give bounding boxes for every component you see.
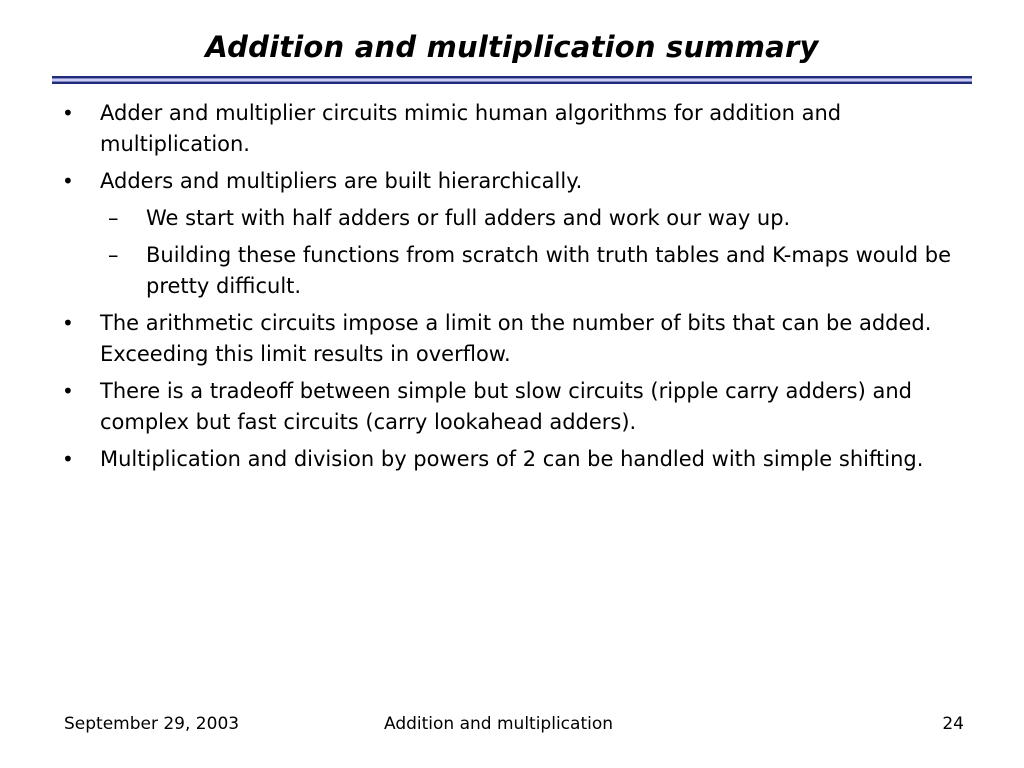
- list-item-text: There is a tradeoff between simple but slow circuits (ripple carry adders) and complex but fast circuits (carry lookahead adders).: [100, 379, 912, 434]
- sub-list-item-text: Building these functions from scratch with truth tables and K-maps would be pretty difficult.: [146, 243, 952, 298]
- sub-list-item-text: We start with half adders or full adders and work our way up.: [146, 206, 791, 230]
- list-item: [62, 308, 972, 370]
- dash-marker: –: [108, 243, 119, 267]
- bullet-marker: •: [62, 379, 74, 403]
- list-item-text: Multiplication and division by powers of 2 can be handled with simple shifting.: [100, 447, 924, 471]
- sub-list-item: [62, 240, 972, 302]
- list-item: [62, 98, 972, 160]
- bullet-list: [62, 98, 972, 481]
- footer-date: September 29, 2003: [64, 714, 240, 734]
- list-item-text: Adders and multipliers are built hierarchically.: [100, 169, 583, 193]
- slide-title: Addition and multiplication summary: [205, 30, 819, 64]
- bullet-marker: •: [62, 447, 74, 471]
- list-item-text: The arithmetic circuits impose a limit on the number of bits that can be added. Exceeding this limit results in overflow.: [100, 311, 932, 366]
- list-item: [62, 166, 972, 197]
- list-item-text: Adder and multiplier circuits mimic human algorithms for addition and multiplication.: [100, 101, 842, 156]
- sub-list-item: [62, 203, 972, 234]
- title-divider-highlight: [52, 79, 972, 81]
- list-item: [62, 376, 972, 438]
- list-item: [62, 444, 972, 475]
- dash-marker: –: [108, 206, 119, 230]
- bullet-marker: •: [62, 311, 74, 335]
- bullet-marker: •: [62, 169, 74, 193]
- title-divider: [52, 76, 972, 84]
- bullet-marker: •: [62, 101, 74, 125]
- page-number: 24: [942, 714, 964, 734]
- footer-title: Addition and multiplication: [384, 714, 614, 734]
